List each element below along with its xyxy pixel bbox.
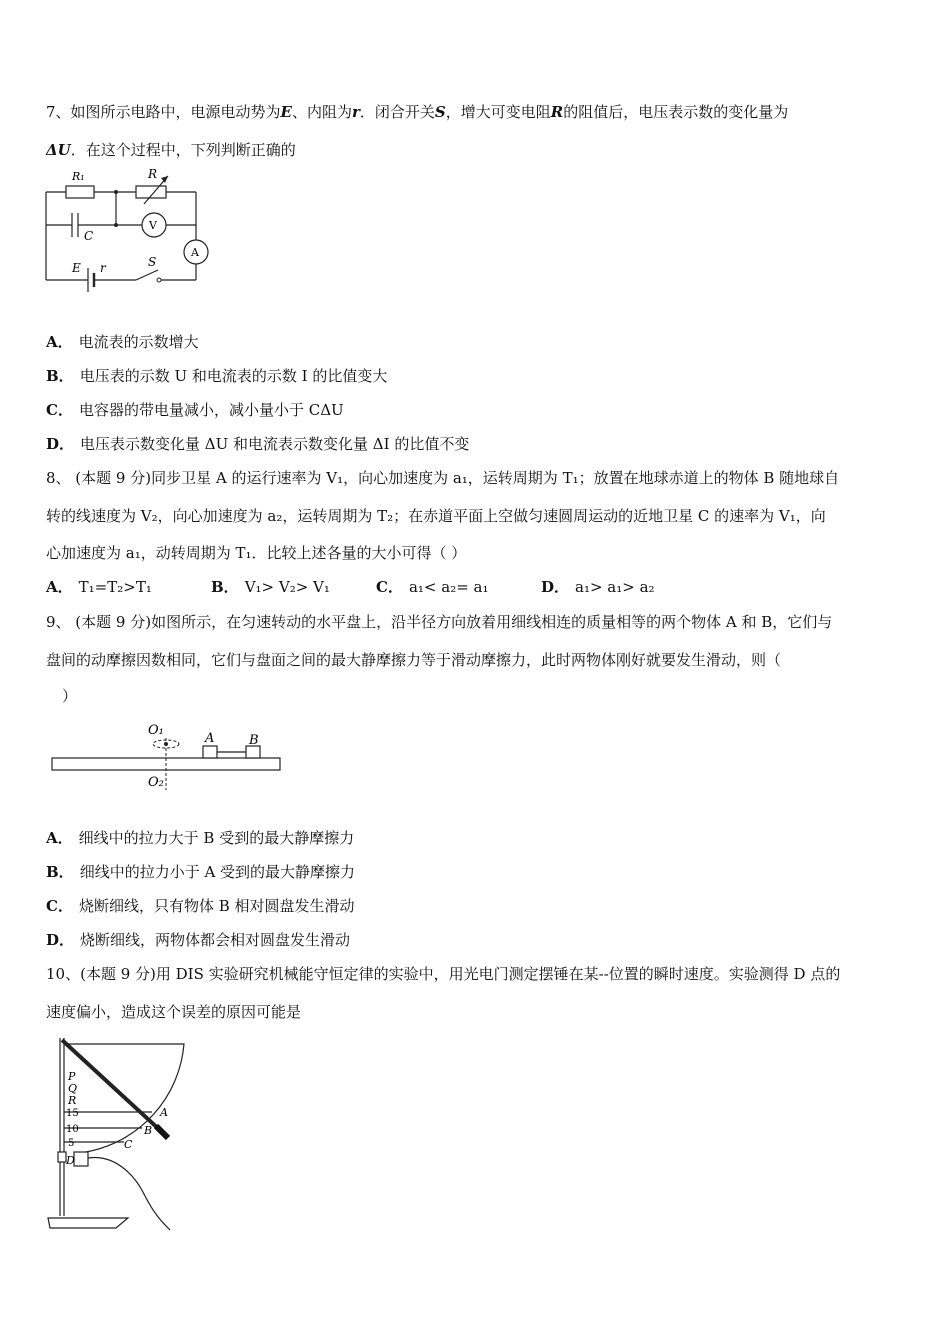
tick-10: 10: [66, 1124, 79, 1135]
q10-pendulum-diagram: [44, 1034, 194, 1234]
q8-option-b[interactable]: B． V₁> V₂> V₁: [211, 578, 330, 596]
q7-stem-line2: ΔU．在这个过程中，下列判断正确的: [46, 141, 296, 159]
tick-5: 5: [68, 1138, 75, 1149]
q8-option-a[interactable]: A． T₁=T₂>T₁: [46, 578, 152, 596]
label-b: B: [144, 1124, 153, 1137]
label-e: E: [72, 261, 81, 275]
label-a: A: [205, 731, 215, 746]
q10-stem-line1: 10、(本题 9 分)用 DIS 实验研究机械能守恒定律的实验中，用光电门测定摆锤在某--位置的瞬时速度。实验测得 D 点的: [46, 965, 841, 983]
label-r: R: [68, 1094, 77, 1107]
label-s: S: [148, 255, 157, 269]
q7-stem-line1: 7、如图所示电路中，电源电动势为E、内阻为r．闭合开关S，增大可变电阻R的阻值后，电压表示数的变化量为: [46, 103, 789, 121]
q10-stem-line2: 速度偏小，造成这个误差的原因可能是: [46, 1003, 302, 1021]
photogate: [74, 1152, 88, 1166]
q9-option-a[interactable]: A． 细线中的拉力大于 B 受到的最大静摩擦力: [46, 829, 355, 847]
label-v: V: [149, 219, 157, 232]
q8-stem-line3: 心加速度为 a₁，动转周期为 T₁．比较上述各量的大小可得（ ）: [46, 544, 467, 562]
label-r: R: [148, 167, 158, 181]
label-q: Q: [68, 1082, 78, 1095]
q9-option-d[interactable]: D． 烧断细线，两物体都会相对圆盘发生滑动: [46, 931, 351, 949]
resistor-r1: [66, 186, 94, 198]
block-a: [203, 746, 217, 758]
label-p: P: [68, 1070, 76, 1083]
label-b: B: [249, 733, 259, 748]
q8-options-row: [46, 577, 655, 597]
label-o2: O₂: [148, 775, 164, 790]
q9-option-c[interactable]: C． 烧断细线，只有物体 B 相对圆盘发生滑动: [46, 897, 355, 915]
label-c: C: [124, 1138, 133, 1151]
q9-turntable-diagram: [50, 718, 290, 798]
q9-stem-line2: 盘间的动摩擦因数相同，它们与盘面之间的最大静摩擦力等于滑动摩擦力，此时两物体刚好就要发生滑动，则（: [46, 651, 782, 669]
q8-stem-line1: 8、 (本题 9 分)同步卫星 A 的运行速率为 V₁，向心加速度为 a₁，运转周期为 T₁；放置在地球赤道上的物体 B 随地球自: [46, 469, 840, 487]
q8-option-d[interactable]: D． a₁> a₁> a₂: [541, 578, 655, 596]
label-c: C: [84, 229, 94, 243]
tick-15: 15: [66, 1108, 79, 1119]
label-a: A: [160, 1106, 168, 1119]
q8-option-c[interactable]: C． a₁< a₂= a₁: [376, 578, 489, 596]
q7-option-d[interactable]: D． 电压表示数变化量 ΔU 和电流表示数变化量 ΔI 的比值不变: [46, 435, 470, 453]
label-d: D: [66, 1154, 75, 1167]
q9-stem-line1: 9、 (本题 9 分)如图所示，在匀速转动的水平盘上，沿半径方向放着用细线相连的质量相等的两个物体 A 和 B，它们与: [46, 613, 833, 631]
q9-stem-line3: ）: [62, 687, 78, 705]
label-r-internal: r: [100, 261, 106, 275]
stand-base: [48, 1218, 128, 1228]
q7-option-c[interactable]: C． 电容器的带电量减小，减小量小于 CΔU: [46, 401, 344, 419]
q7-option-a[interactable]: A． 电流表的示数增大: [46, 333, 199, 351]
label-r1: R₁: [72, 170, 85, 183]
q9-option-b[interactable]: B． 细线中的拉力小于 A 受到的最大静摩擦力: [46, 863, 356, 881]
q8-stem-line2: 转的线速度为 V₂，向心加速度为 a₂，运转周期为 T₂；在赤道平面上空做匀速圆周运动的近地卫星 C 的速率为 V₁，向: [46, 507, 826, 525]
q7-option-b[interactable]: B． 电压表的示数 U 和电流表的示数 I 的比值变大: [46, 367, 388, 385]
q7-circuit-diagram: [44, 168, 214, 298]
label-o1: O₁: [148, 723, 164, 738]
label-a: A: [191, 246, 199, 259]
